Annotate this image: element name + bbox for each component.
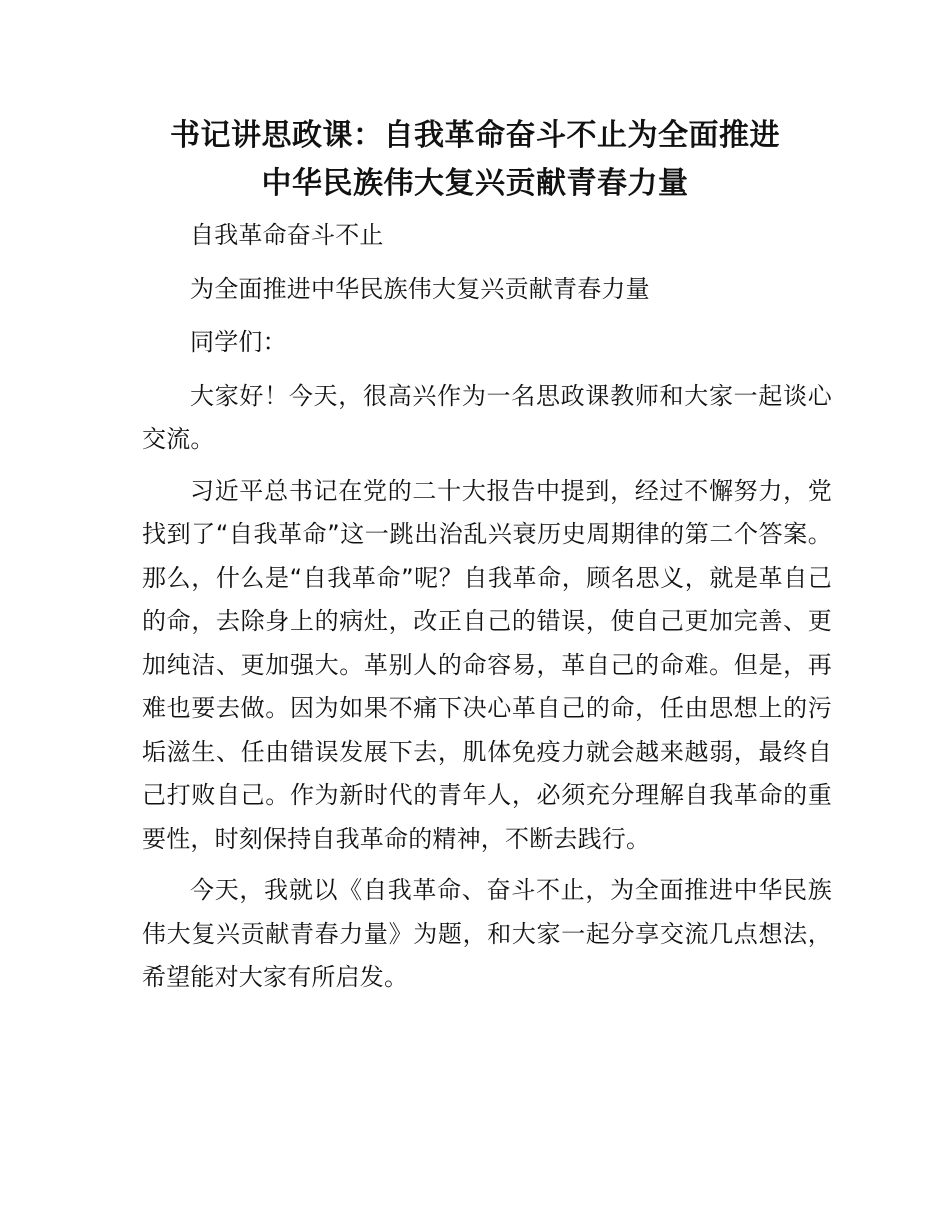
- salutation: 同学们：: [190, 328, 287, 356]
- subtitle-line-1: 自我革命奋斗不止: [190, 221, 384, 249]
- title-line-1: 书记讲思政课：自我革命奋斗不止为全面推进: [170, 118, 780, 153]
- paragraph-topic: 今天，我就以《自我革命、奋斗不止，为全面推进中华民族伟大复兴贡献青春力量》为题，和大家一起分享交流几点想法，希望能对大家有所启发。: [142, 876, 832, 991]
- title-line-2: 中华民族伟大复兴贡献青春力量: [261, 166, 689, 201]
- document-body: [142, 214, 832, 1008]
- paragraph-self-revolution: 习近平总书记在党的二十大报告中提到，经过不懈努力，党找到了“自我革命”这一跳出治乱兴衰历史周期律的第二个答案。那么，什么是“自我革命”呢？自我革命，顾名思义，就是革自己的命，去除身上的病灶，改正自己的错误，使自己更加完善、更加纯洁、更加强大。革别人的命容易，革自己的命难。但是，再难也要去做。因为如果不痛下决心革自己的命，任由思想上的污垢滋生、任由错误发展下去，肌体免疫力就会越来越弱，最终自己打败自己。作为新时代的青年人，必须充分理解自我革命的重要性，时刻保持自我革命的精神，不断去践行。: [142, 476, 832, 853]
- subtitle-line-2: 为全面推进中华民族伟大复兴贡献青春力量: [190, 274, 650, 303]
- document-title: [120, 112, 830, 208]
- paragraph-greeting: 大家好！今天，很高兴作为一名思政课教师和大家一起谈心交流。: [142, 381, 832, 453]
